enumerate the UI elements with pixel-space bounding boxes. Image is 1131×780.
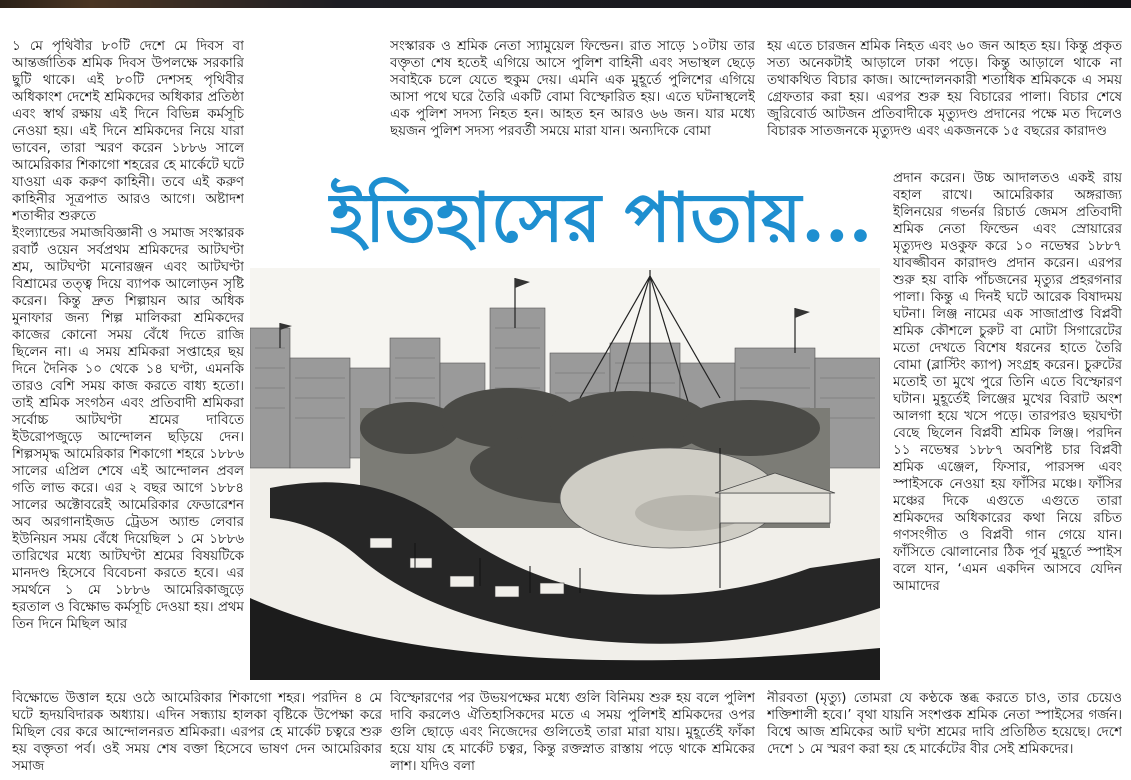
top-banner-strip	[0, 0, 1131, 8]
article-column-left-bottom: বিক্ষোভে উত্তাল হয়ে ওঠে আমেরিকার শিকাগো শহর। পরদিন ৪ মে ঘটে হৃদয়বিদারক অধ্যায়। এদিন সন্ধ্যায় হালকা বৃষ্টিকে উপেক্ষা করে মিছিল বের করে আন্দোলনরত শ্রমিকরা। এরপর হে মার্কেট চত্বরে শুরু হয় বক্তৃতা পর্ব। ওই সময় শেষ বক্তা হিসেবে ভাষণ দেন আমেরিকার সমাজ	[12, 691, 382, 774]
article-column-middle-top: সংস্কারক ও শ্রমিক নেতা স্যামুয়েল ফিল্ডেন। রাত সাড়ে ১০টায় তার বক্তৃতা শেষ হতেই এগিয়ে আসে পুলিশ বাহিনী এবং সভাস্থল ছেড়ে সবাইকে চলে যেতে হুকুম দেয়। এমনি এক মুহূর্তে পুলিশের এগিয়ে আসা পথে ঘরে তৈরি একটি বোমা বিস্ফোরিত হয়। এতে ঘটনাস্থলেই এক পুলিশ সদস্য নিহত হন। আহত হন আরও ৬৬ জন। যার মধ্যে ছয়জন পুলিশ সদস্য পরবর্তী সময়ে মারা যান। অন্যদিকে বোমা	[390, 39, 755, 139]
article-column-middle-bottom: বিস্ফোরণের পর উভয়পক্ষের মধ্যে গুলি বিনিময় শুরু হয় বলে পুলিশ দাবি করলেও ঐতিহাসিকদের মতে এ সময় পুলিশই শ্রমিকদের ওপর গুলি ছোড়ে এবং নিজেদের গুলিতেই তারা মারা যায়। মুহূর্তেই ফাঁকা হয়ে যায় হে মার্কেট চত্বর, কিন্তু রক্তস্নাত রাস্তায় পড়ে থাকে শ্রমিকের লাশ। যদিও বলা	[390, 691, 755, 774]
article-column-right-bottom: নীরবতা (মৃত্যু) তোমরা যে কণ্ঠকে স্তব্ধ করতে চাও, তার চেয়েও শক্তিশালী হবে।’ বৃথা যায়নি সংশপ্তক শ্রমিক নেতা স্পাইসের গর্জন। বিশ্বে আজ শ্রমিকের আট ঘণ্টা শ্রমের দাবি প্রতিষ্ঠিত হয়েছে। দেশে দেশে ১ মে স্মরণ করা হয় হে মার্কেটের বীর সেই শ্রমিকদের।	[767, 691, 1122, 757]
article-column-left: ১ মে পৃথিবীর ৮০টি দেশে মে দিবস বা আন্তর্জাতিক শ্রমিক দিবস উপলক্ষে সরকারি ছুটি থাকে। এই ৮০টি দেশসহ পৃথিবীর অধিকাংশ দেশেই শ্রমিকদের অধিকার প্রতিষ্ঠা এবং স্বার্থ রক্ষায় এই দিনে বিভিন্ন কর্মসূচি নেওয়া হয়। এই দিনে শ্রমিকদের নিয়ে যারা ভাবেন, তারা স্মরণ করেন ১৮৮৬ সালে আমেরিকার শিকাগো শহরের হে মার্কেটে ঘটে যাওয়া এক করুণ কাহিনী। তবে এই করুণ কাহিনীর সূত্রপাত আরও আগে। অষ্টাদশ শতাব্দীর শুরুতে ইংল্যান্ডের সমাজবিজ্ঞানী ও সমাজ সংস্কারক রবার্ট ওয়েন সর্বপ্রথম শ্রমিকদের আটঘণ্টা শ্রম, আটঘণ্টা মনোরঞ্জন এবং আটঘণ্টা বিশ্রামের তত্ত্ব দিয়ে ব্যাপক আলোড়ন সৃষ্টি করেন। কিন্তু দ্রুত শিল্পায়ন আর অধিক মুনাফার জন্য শিল্প মালিকরা শ্রমিকদের কাজের কোনো সময় বেঁধে দিতে রাজি ছিলেন না। এ সময় শ্রমিকরা সপ্তাহের ছয় দিনে দৈনিক ১০ থেকে ১৪ ঘণ্টা, এমনকি তারও বেশি সময় কাজ করতে বাধ্য হতো। তাই শ্রমিক সংগঠন এবং প্রতিবাদী শ্রমিকরা সর্বোচ্চ আটঘণ্টা শ্রমের দাবিতে ইউরোপজুড়ে আন্দোলন ছড়িয়ে দেন। শিল্পসমৃদ্ধ আমেরিকার শিকাগো শহরে ১৮৮৬ সালের এপ্রিল শেষে এই আন্দোলন প্রবল গতি লাভ করে। এর ২ বছর আগে ১৮৮৪ সালের অক্টোবরেই আমেরিকার ফেডারেশন অব অরগানাইজড ট্রেডস অ্যান্ড লেবার ইউনিয়ন সময় বেঁধে দিয়েছিল ১ মে ১৮৮৬ তারিখের মধ্যে আটঘণ্টা শ্রমের বিষয়টিকে মানদণ্ড হিসেবে বিবেচনা করতে হবে। এর সমর্থনে ১ মে ১৮৮৬ আমেরিকাজুড়ে হরতাল ও বিক্ষোভ কর্মসূচি দেওয়া হয়। প্রথম তিন দিনে মিছিল আর	[12, 39, 244, 632]
haymarket-illustration	[250, 268, 880, 680]
article-column-right: প্রদান করেন। উচ্চ আদালতও একই রায় বহাল রাখে। আমেরিকার অঙ্গরাজ্য ইলিনয়ের গভর্নর রিচার্ড জেমস প্রতিবাদী শ্রমিক নেতা ফিল্ডেন এবং স্রোয়ারের মৃত্যুদণ্ড মওকুফ করে ১০ নভেম্বর ১৮৮৭ যাবজ্জীবন কারাদণ্ড প্রদান করেন। এরপর শুরু হয় বাকি পাঁচজনের মৃত্যুর প্রহরগনার পালা। কিন্তু এ দিনই ঘটে আরেক বিষাদময় ঘটনা। লিঞ্জ নামের এক সাজাপ্রাপ্ত বিপ্লবী শ্রমিক কৌশলে চুরুট বা মোটা সিগারেটের মতো দেখতে বিশেষ ধরনের হাতে তৈরি বোমা (ব্লাস্টিং ক্যাপ) সংগ্রহ করেন। চুরুটের মতোই তা মুখে পুরে তিনি এতে বিস্ফোরণ ঘটান। মুহূর্তেই লিঞ্জের মুখের বিরাট অংশ আলগা হয়ে খসে পড়ে। তারপরও ছয়ঘণ্টা বেছে ছিলেন বিপ্লবী শ্রমিক লিঞ্জ। পরদিন ১১ নভেম্বর ১৮৮৭ অবশিষ্ট চার বিপ্লবী শ্রমিক এঞ্জেল, ফিসার, পারসন্স এবং স্পাইসকে নেওয়া হয় ফাঁসির মঞ্চে। ফাঁসির মঞ্চের দিকে এগুতে এগুতে তারা শ্রমিকদের অধিকারের কথা নিয়ে রচিত গণসংগীত ও বিপ্লবী গান গেয়ে যান। ফাঁসিতে ঝোলানোর ঠিক পূর্ব মুহূর্তে স্পাইস বলে যান, ‘এমন একদিন আসবে যেদিন আমাদের	[893, 171, 1122, 594]
article-column-right-top: হয় এতে চারজন শ্রমিক নিহত এবং ৬০ জন আহত হয়। কিন্তু প্রকৃত সত্য অনেকটাই আড়ালে ঢাকা পড়ে। কিন্তু আড়ালে থাকে না তথাকথিত বিচার কাজ। আন্দোলনকারী শতাধিক শ্রমিককে এ সময় গ্রেফতার করা হয়। এরপর শুরু হয় বিচারের পালা। বিচার শেষে জুরিবোর্ড আটজন প্রতিবাদীকে মৃত্যুদণ্ড প্রদানের পক্ষে মত দিলেও বিচারক সাতজনকে মৃত্যুদণ্ড এবং একজনকে ১৫ বছরের কারাদণ্ড	[767, 39, 1122, 139]
article-headline: ইতিহাসের পাতায়...	[330, 178, 873, 258]
